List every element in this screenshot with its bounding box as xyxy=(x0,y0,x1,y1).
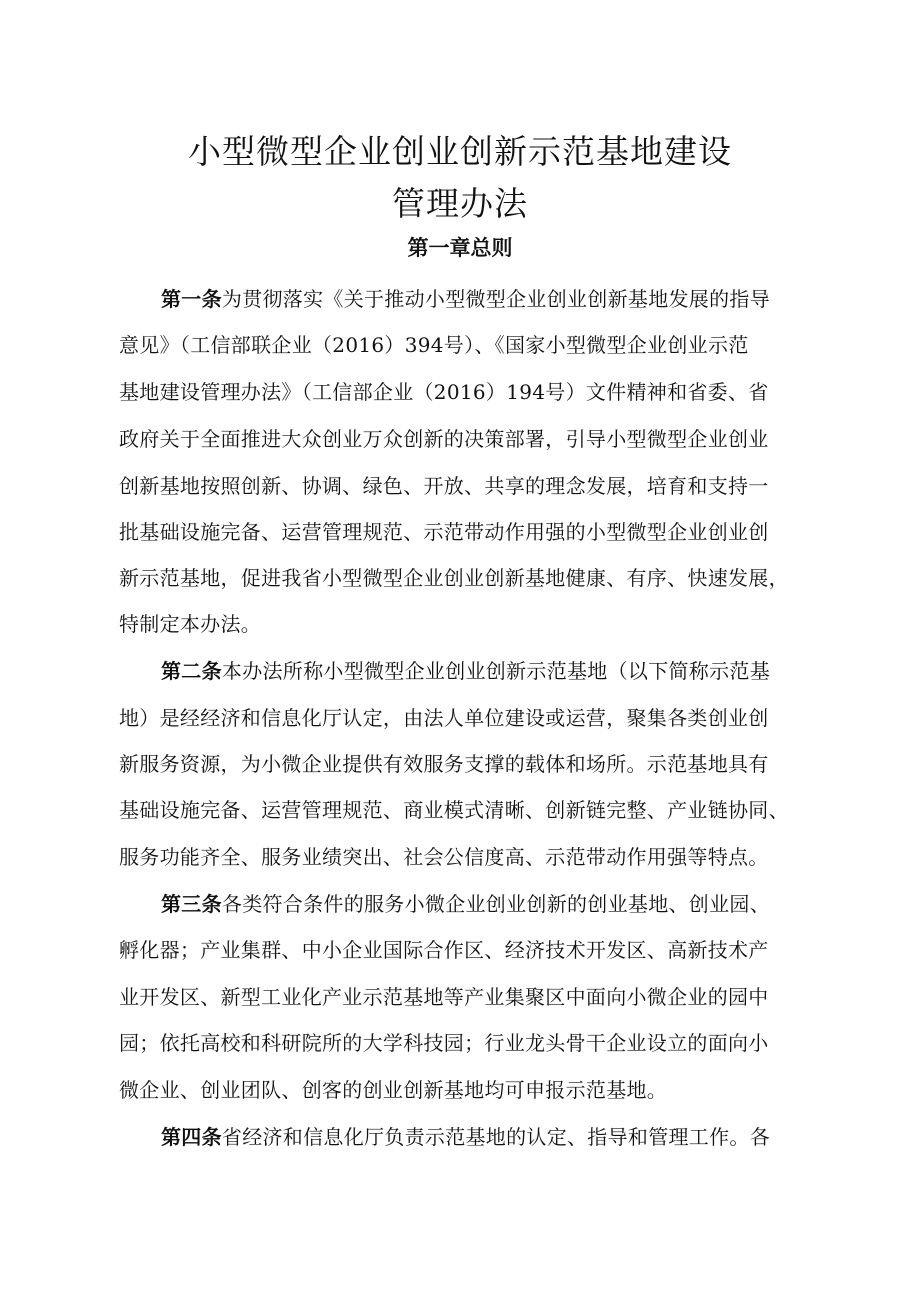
article-4-label: 第四条 xyxy=(161,1125,222,1149)
article-3-line-5: 微企业、创业团队、创客的创业创新基地均可申报示范基地。 xyxy=(119,1078,668,1102)
article-1-text: 为贯彻落实《关于推动小型微型企业创业创新基地发展的指导 xyxy=(221,287,771,311)
article-1-line-1 xyxy=(161,287,809,311)
article-1-line-5: 创新基地按照创新、协调、绿色、开放、共享的理念发展，培育和支持一 xyxy=(119,474,769,498)
article-2-line-4: 基础设施完备、运营管理规范、商业模式清晰、创新链完整、产业链协同、 xyxy=(119,798,789,822)
article-3-line-4: 园；依托高校和科研院所的大学科技园；行业龙头骨干企业设立的面向小 xyxy=(119,1031,769,1055)
article-3-line-1 xyxy=(161,892,809,916)
article-2-line-5: 服务功能齐全、服务业绩突出、社会公信度高、示范带动作用强等特点。 xyxy=(119,845,769,869)
article-1-line-4: 政府关于全面推进大众创业万众创新的决策部署，引导小型微型企业创业 xyxy=(119,427,769,451)
article-1-line-2: 意见》（工信部联企业（2016）394号）、《国家小型微型企业创业示范 xyxy=(119,333,749,357)
article-3-label: 第三条 xyxy=(161,892,222,916)
article-1-line-8: 特制定本办法。 xyxy=(119,612,262,636)
article-1-line-3: 基地建设管理办法》（工信部企业（2016）194号）文件精神和省委、省 xyxy=(119,380,769,404)
document-title-line-1: 小型微型企业创业创新示范基地建设 xyxy=(188,132,732,171)
article-3-line-2: 孵化器；产业集群、中小企业国际合作区、经济技术开发区、高新技术产 xyxy=(119,938,769,962)
article-2-line-3: 新服务资源，为小微企业提供有效服务支撑的载体和场所。示范基地具有 xyxy=(119,752,769,776)
document-title-line-2: 管理办法 xyxy=(392,184,528,223)
article-4-text: 省经济和信息化厅负责示范基地的认定、指导和管理工作。各 xyxy=(221,1125,771,1149)
article-3-line-3: 业开发区、新型工业化产业示范基地等产业集聚区中面向小微企业的园中 xyxy=(119,985,769,1009)
article-1-label: 第一条 xyxy=(161,287,222,311)
article-2-line-2: 地）是经经济和信息化厅认定，由法人单位建设或运营，聚集各类创业创 xyxy=(119,706,769,730)
article-4-line-1 xyxy=(161,1125,809,1149)
article-3-text: 各类符合条件的服务小微企业创业创新的创业基地、创业园、 xyxy=(221,892,771,916)
article-2-label: 第二条 xyxy=(161,659,222,683)
article-1-line-7: 新示范基地，促进我省小型微型企业创业创新基地健康、有序、快速发展， xyxy=(119,566,789,590)
article-1-line-6: 批基础设施完备、运营管理规范、示范带动作用强的小型微型企业创业创 xyxy=(119,520,769,544)
article-2-line-1 xyxy=(161,659,809,683)
chapter-heading: 第一章总则 xyxy=(407,236,513,260)
article-2-text: 本办法所称小型微型企业创业创新示范基地（以下简称示范基 xyxy=(221,659,771,683)
